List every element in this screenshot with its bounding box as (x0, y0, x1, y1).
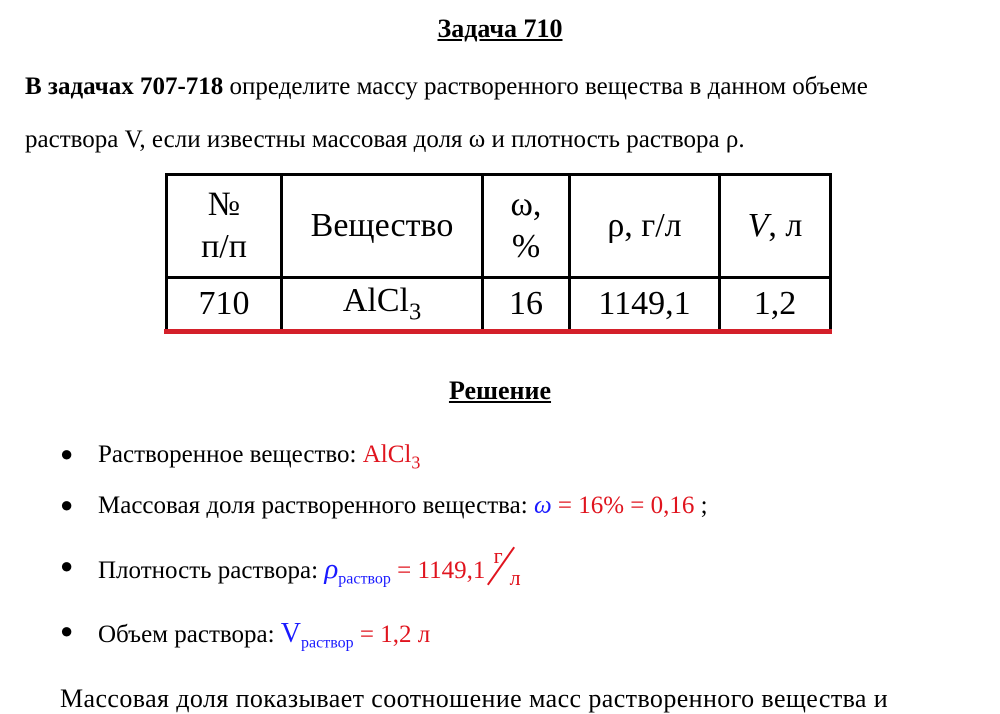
task-statement-line2: раствора V, если известны массовая доля ω и плотность раствора ρ. (25, 126, 745, 153)
task-data-table (165, 173, 832, 332)
solution-title: Решение (448, 376, 552, 405)
explanation-paragraph: Массовая доля показывает соотношение масс растворенного вещества и (60, 684, 889, 713)
header-volume: V, л (720, 175, 831, 278)
header-substance: Вещество (282, 175, 483, 278)
bullet-icon: ● (60, 492, 74, 517)
task-title: Задача 710 (437, 14, 563, 43)
cell-volume: 1,2 (720, 278, 831, 331)
bullet-icon: ● (60, 618, 74, 643)
bullet-icon: ● (60, 441, 74, 466)
header-number: № п/п (167, 175, 282, 278)
cell-number: 710 (167, 278, 282, 331)
bullet-icon: ● (60, 553, 74, 578)
header-density: ρ, г/л (570, 175, 720, 278)
omega-symbol: ω (533, 492, 552, 519)
task-statement-line1: определите массу растворенного вещества в данном объеме (223, 73, 868, 100)
task-statement (25, 60, 985, 166)
cell-density: 1149,1 (570, 278, 720, 331)
mass-fraction-value: = 16% = 0,16 (551, 492, 701, 519)
solute-formula: AlCl$_3$ (362, 441, 421, 473)
density-unit-fraction: г л (492, 557, 532, 587)
rho-symbol: ρ (324, 553, 339, 585)
table-header-row (167, 175, 831, 278)
volume-value: = 1,2 л (353, 621, 431, 648)
cell-substance: AlCl$_3$ (282, 278, 483, 331)
task-range: В задачах 707-718 (25, 73, 224, 100)
table-row (167, 278, 831, 331)
volume-symbol: V (280, 618, 302, 649)
cell-mass-fraction: 16 (483, 278, 570, 331)
header-mass-fraction: ω, % (483, 175, 570, 278)
table-underline (164, 329, 832, 334)
density-value: = 1149,1 (390, 557, 486, 584)
